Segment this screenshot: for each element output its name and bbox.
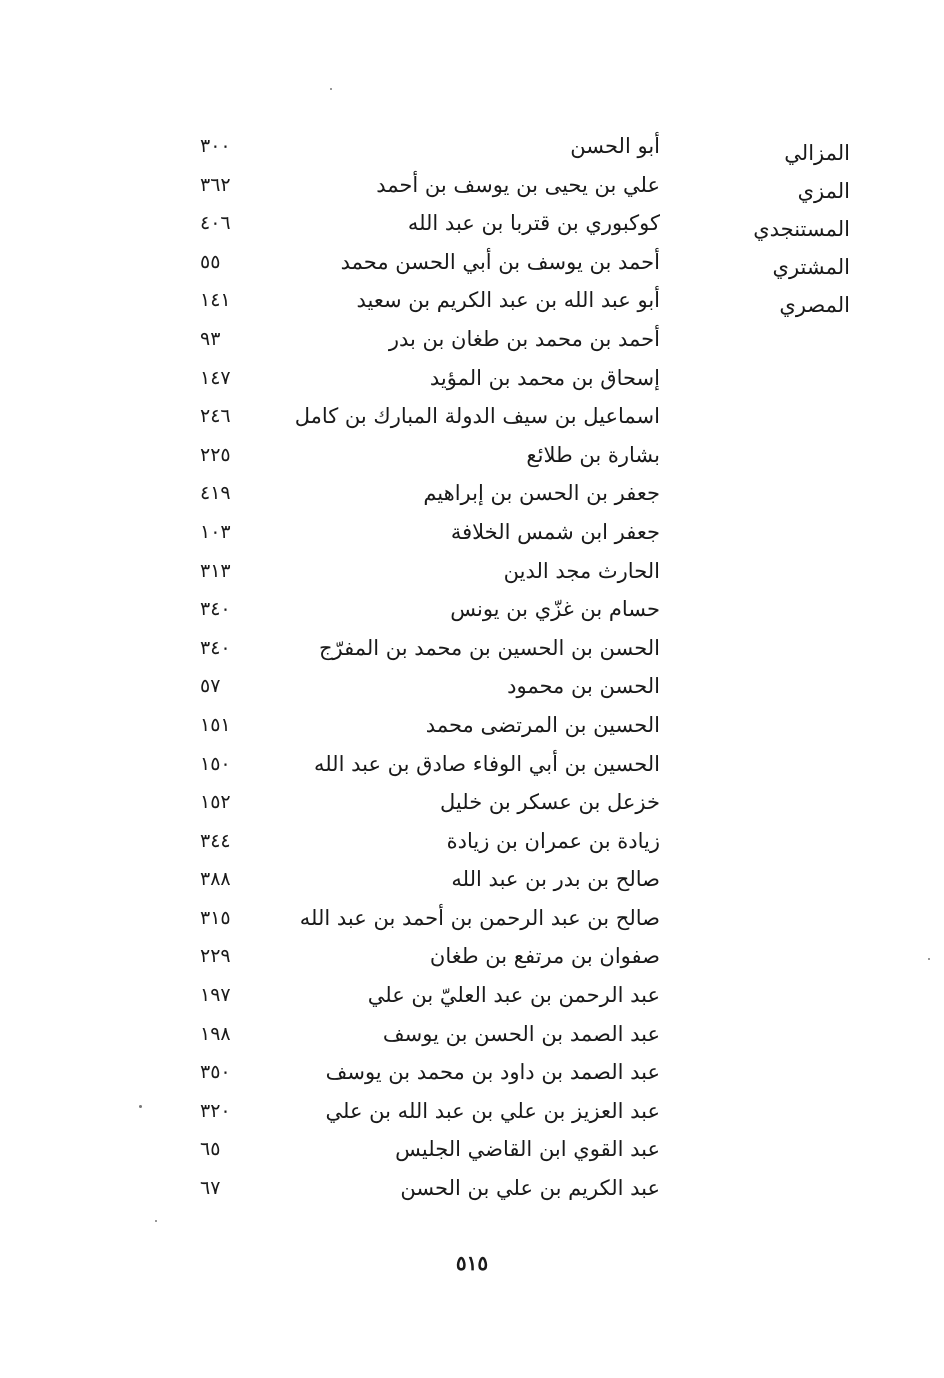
entry-name: عبد الرحمن بن عبد العليّ بن علي <box>367 983 660 1008</box>
entry-name: أحمد بن محمد بن طغان بن بدر <box>388 326 660 351</box>
index-entry <box>200 1053 660 1092</box>
index-entry <box>200 1092 660 1131</box>
entry-page-number: ٣١٥ <box>200 906 231 929</box>
entry-page-number: ١٥٢ <box>200 791 231 814</box>
nisba-heading: المستنجدي <box>753 217 850 241</box>
entry-page-number: ٦٥ <box>200 1138 221 1161</box>
index-entry <box>200 1015 660 1054</box>
index-entry <box>200 1130 660 1169</box>
index-entry <box>200 320 660 359</box>
index-entry <box>200 937 660 976</box>
nisba-heading: المشتري <box>772 255 850 279</box>
entry-page-number: ٣٦٢ <box>200 173 231 196</box>
index-entry <box>200 243 660 282</box>
entry-name: صالح بن عبد الرحمن بن أحمد بن عبد الله <box>299 905 660 930</box>
nisba-heading: المزالي <box>784 141 850 165</box>
entry-page-number: ١٩٨ <box>200 1022 231 1045</box>
entry-page-number: ١٩٧ <box>200 984 231 1007</box>
entry-name: صفوان بن مرتفع بن طغان <box>429 944 660 969</box>
entry-name: بشارة بن طلائع <box>526 442 660 467</box>
entry-page-number: ١٥٠ <box>200 752 231 775</box>
entry-page-number: ٣٤٤ <box>200 829 231 852</box>
entry-name: كوكبوري بن قتربا بن عبد الله <box>407 211 660 236</box>
index-entry <box>200 513 660 552</box>
index-entry <box>200 552 660 591</box>
index-entry <box>200 629 660 668</box>
entry-page-number: ٥٧ <box>200 675 221 698</box>
entry-page-number: ٥٥ <box>200 250 221 273</box>
entry-page-number: ٣٢٠ <box>200 1099 231 1122</box>
entry-name: الحسن بن محمود <box>507 674 660 699</box>
entry-name: عبد الصمد بن داود بن محمد بن يوسف <box>325 1060 660 1085</box>
entry-page-number: ٣١٣ <box>200 559 231 582</box>
entry-name: جعفر ابن شمس الخلافة <box>450 519 660 544</box>
nisba-heading: المصري <box>779 293 850 317</box>
page-number: ٥١٥ <box>455 1251 489 1275</box>
index-entry <box>200 397 660 436</box>
entry-name: الحارث مجد الدين <box>503 558 660 583</box>
index-entry <box>200 127 660 166</box>
entry-page-number: ١٠٣ <box>200 520 231 543</box>
index-entry <box>200 860 660 899</box>
entry-name: علي بن يحيى بن يوسف بن أحمد <box>376 172 660 197</box>
entry-page-number: ٣٤٠ <box>200 598 231 621</box>
nisba-heading: المزي <box>797 179 850 203</box>
entry-page-number: ٣٤٠ <box>200 636 231 659</box>
entry-name: عبد الصمد بن الحسن بن يوسف <box>382 1021 660 1046</box>
scan-speck <box>928 958 930 960</box>
entry-name: عبد العزيز بن علي بن عبد الله بن علي <box>325 1098 660 1123</box>
entry-page-number: ٩٣ <box>200 327 221 350</box>
entry-page-number: ٤١٩ <box>200 482 231 505</box>
index-entry <box>200 822 660 861</box>
index-entry <box>200 1169 660 1208</box>
scan-speck <box>155 1220 157 1222</box>
index-entry <box>200 590 660 629</box>
index-entry <box>200 474 660 513</box>
index-entry <box>200 783 660 822</box>
entry-name: عبد القوي ابن القاضي الجليس <box>395 1137 660 1162</box>
index-entry <box>200 166 660 205</box>
entry-page-number: ٢٢٥ <box>200 443 231 466</box>
entry-page-number: ١٤٧ <box>200 366 231 389</box>
entry-name: جعفر بن الحسن بن إبراهيم <box>423 481 660 506</box>
index-entry <box>200 359 660 398</box>
entry-page-number: ٣٥٠ <box>200 1061 231 1084</box>
entry-name: الحسين بن المرتضى محمد <box>425 712 660 737</box>
index-entry <box>200 204 660 243</box>
entry-page-number: ٢٢٩ <box>200 945 231 968</box>
entry-name: حسام بن غزّي بن يونس <box>450 597 660 622</box>
entry-name: صالح بن بدر بن عبد الله <box>451 867 660 892</box>
scan-speck <box>139 1105 142 1108</box>
entry-name: الحسين بن أبي الوفاء صادق بن عبد الله <box>313 751 660 776</box>
nisba-column <box>670 134 850 324</box>
entry-name: الحسن بن الحسين بن محمد بن المفرّج <box>318 635 660 660</box>
entry-name: عبد الكريم بن علي بن الحسن <box>400 1176 660 1201</box>
entries-column <box>200 127 660 1208</box>
entry-page-number: ١٤١ <box>200 289 231 312</box>
entry-name: زيادة بن عمران بن زيادة <box>446 828 660 853</box>
index-entry <box>200 899 660 938</box>
index-entry <box>200 745 660 784</box>
entry-page-number: ١٥١ <box>200 713 231 736</box>
index-entry <box>200 436 660 475</box>
entry-name: اسماعيل بن سيف الدولة المبارك بن كامل <box>294 404 660 429</box>
entry-page-number: ٤٠٦ <box>200 212 231 235</box>
scan-speck <box>330 88 332 90</box>
entry-page-number: ٣٠٠ <box>200 135 231 157</box>
entry-page-number: ٣٨٨ <box>200 868 231 891</box>
entry-name: خزعل بن عسكر بن خليل <box>440 790 660 815</box>
index-entry <box>200 667 660 706</box>
entry-page-number: ٦٧ <box>200 1177 221 1200</box>
entry-name: إسحاق بن محمد بن المؤيد <box>429 365 660 390</box>
index-entry <box>200 706 660 745</box>
index-entry <box>200 976 660 1015</box>
entry-name: أحمد بن يوسف بن أبي الحسن محمد <box>340 249 660 274</box>
entry-page-number: ٢٤٦ <box>200 405 231 428</box>
entry-name: أبو الحسن <box>570 134 660 158</box>
index-entry <box>200 281 660 320</box>
entry-name: أبو عبد الله بن عبد الكريم بن سعيد <box>356 288 660 313</box>
